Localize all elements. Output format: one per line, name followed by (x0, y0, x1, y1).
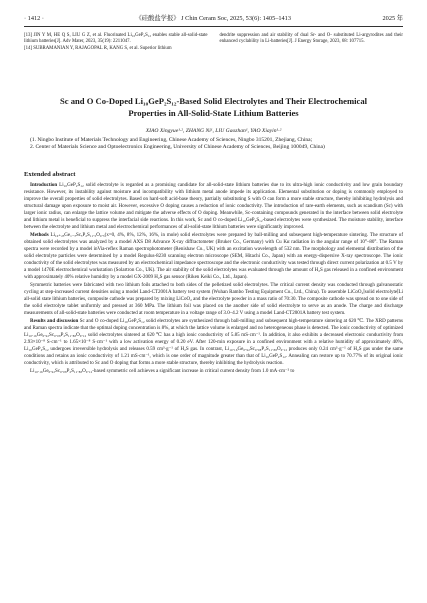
paragraph-methods-cont (24, 282, 403, 317)
reference-item: [13] JIN Y M, HE Q S, LIU G Z, et al. Fluorinated Li₁₀GeP₂S₁₂ enables stable all-solid-state lithium batteries[J]. Adv Mater, 2023, 35(19): 2211047. (24, 33, 208, 44)
reference-list (24, 33, 403, 52)
reference-column-left (24, 33, 208, 52)
paper-title: Sc and O Co-Doped Li₁₀GeP₂S₁₂-Based Solid Electrolytes and Their Electrochemical Properties in All-Solid-State Lithium Batteries (59, 96, 368, 118)
paragraph-lead: Results and discussion (30, 318, 79, 324)
paragraph-results-cont (24, 368, 403, 375)
paragraph-text: Sc and O co-doped Li₁₀GeP₂S₁₂ solid electrolytes are synthesized through ball-milling and subsequent high-temperature sintering at 620 ℃. The XRD patterns and Raman spectra indicate that the optimal doping concentration is 8%, at which the lattice volume is enlarged and no heterogeneous phase is detected. The ionic conductivity of optimized Li₁₀.₁₆Ge₀.₉₂Sc₀.₀₈P₂S₁₁.₈₈O₀.₁₂ solid electrolytes sintered at 620 ℃ has a high ionic conductivity of 5.85 mS·cm⁻¹. In addition, it also exhibits a decreased electronic conductivity from 2.93×10⁻⁸ S·cm⁻¹ to 1.65×10⁻⁸ S·cm⁻¹ with a low activation energy of 0.20 eV. After 120-min exposure in a confined environment with a relative humidity of approximately 40%, Li₁₀GeP₂S₁₂ undergoes irreversible hydrolysis and releases 0.59 cm³·g⁻¹ of H₂S gas. In contrast, Li₁₀.₁₆Ge₀.₉₂Sc₀.₀₈P₂S₁₁.₈₈O₀.₁₂ produces only 0.24 cm³·g⁻¹ of H₂S gas under the same conditions and retains an ionic conductivity of 1.21 mS·cm⁻¹, which is one order of magnitude greater than that of Li₁₀GeP₂S₁₂. Annealing can restore up to 70.77% of its original ionic conductivity, which is attributed to Sc and O doping that forms a more stable structure, thereby inhibiting the hydrolysis reaction. (24, 318, 404, 367)
affiliations (30, 137, 397, 151)
affiliation-2: 2. Center of Materials Science and Optoelectronics Engineering, University of Chinese Academy of Sciences, Beijing 100049, China) (30, 144, 325, 150)
affiliation-1: (1. Ningbo Institute of Materials Technology and Engineering, Chinese Academy of Sciences, Ningbo 315201, Zhejiang, China; (30, 137, 313, 143)
paragraph-lead: Introduction (30, 183, 58, 188)
paragraph-text: Li₁₀.₁₆Ge₀.₉₂Sc₀.₀₈P₂S₁₁.₈₈O₀.₁₂-based symmetric cell achieves a significant increase in critical current density from 1.0 mA·cm⁻² to (30, 368, 295, 374)
reference-column-right (220, 33, 404, 52)
journal-citation: 《硅酸盐学报》 J Chin Ceram Soc, 2025, 53(6): 1405–1413 (135, 15, 291, 22)
paragraph-introduction (24, 182, 403, 232)
author-list: XIAO Xingyue¹·², ZHANG Ni¹, LIU Gaozhan¹, YAO Xiayin¹·² (145, 128, 282, 134)
paragraph-text: Symmetric batteries were fabricated with two lithium foils attached to both sides of the pelletized solid electrolytes. The critical current density was conducted through galvanostatic cycling at step-increased current densities using a model Land-CT2001A battery test system (Wuhan Rambo Testing Equipment Co., Ltd., China). To assemble LiCoO₂∣solid electrolyte∣Li all-solid state lithium batteries, composite cathode was prepared by mixing LiCoO₂ and the electrolyte powder in a mass ratio of 70:30. The composite cathode was spread on to one side of the solid electrolyte tablet uniformly and pressed at 360 MPa. The lithium foil was placed on the another side of solid electrolyte to serve as an anode. The charge and discharge measurements of all-solid-state batteries were conducted at room temperature in a voltage range of 3.0–4.2 V using a model Land-CT2001A battery test system. (24, 282, 403, 317)
header-rule (24, 26, 403, 27)
reference-item: dendrite suppression and air stability of dual Sr- and O- substituted Li-argyrodites and their enhanced cyclability in Li-batteries[J]. J Energy Storage, 2023, 68: 107715. (219, 33, 403, 44)
paragraph-results (24, 318, 403, 368)
running-header (24, 15, 403, 23)
section-heading: Extended abstract (24, 171, 76, 178)
paragraph-lead: Methods (30, 232, 49, 238)
abstract-body (24, 182, 403, 375)
paragraph-text: Li₁₀₊₂ₓGe₁₋ₓScₓP₂S₁₁.₅O₀.₅(x=0, 4%, 8%, 12%, 16%, in mole) solid electrolytes were prepared by ball-milling and subsequent high-temperature sintering. The structure of obtained solid electrolytes was analyzed by a model AXS D8 Advance X-ray diffractometer (Bruker Co., Germany) with Cu Kα radiation in the angular range of 10°–80°. The Raman spectra were recorded by a model inVia-reflex Raman spectrophotometer (Renishaw Co., UK) with an excitation wavelength of 532 nm. The morphology and elemental distribution of the solid electrolyte particles were determined by a model Regulus-8230 scanning electron microscope (SEM, Hitachi Co., Japan) with an energy-dispersive X-ray spectroscope. The ionic conductivity of the solid electrolytes was measured by an electrochemical impedance spectroscope and the electronic conductivity was tested through direct current polarization at 0.5 V by a model 1470E electrochemical workstation (Solartron Co., UK). The air stability of the solid electrolytes was evaluated through the amount of H₂S gas released in a confined environment with approximately 40% relative humidity by a model GX-2009 H₂S gas sensor (Riken Keiki Co., Ltd., Japan). (24, 232, 403, 281)
header-year: 2025 年 (382, 15, 403, 22)
reference-item: [14] SUBRAMANIAN Y, RAJAGOPAL R, KANG S, et al. Superior lithium (24, 45, 172, 51)
paragraph-methods (24, 232, 403, 282)
page-number: · 1412 · (24, 15, 44, 22)
paragraph-text: Li₁₀GeP₂S₁₂ solid electrolyte is regarded as a promising candidate for all-solid-state lithium batteries due to its ultra-high ionic conductivity and low grain boundary resistance. However, its instability against moisture and incompatibility with lithium metal anode impede its application. Elemental substitution or doping is commonly employed to improve the overall properties of solid electrolytes. Based on hard-soft acid-base theory, partially substituting S with O can form a more stable structure, thereby inhibiting hydrolysis and structural damage upon exposure to moist air. However, excessive O doping causes a reduction of ionic conductivity. The introduction of rare-earth elements, such as scandium (Sc) with larger ionic radius, can enlarge the lattice volume and mitigate the adverse effects of O doping. Meanwhile, Sc-containing compounds generated in the interface between solid electrolyte and lithium metal is beneficial to suppress the interfacial side reactions. In this work, Sc and O co-doped Li₁₀GeP₂S₁₂-based electrolytes were synthesized. The moisture stability, interface between the electrolyte and lithium metal and electrochemical performances of all-solid-state lithium batteries were significantly improved. (24, 183, 403, 231)
